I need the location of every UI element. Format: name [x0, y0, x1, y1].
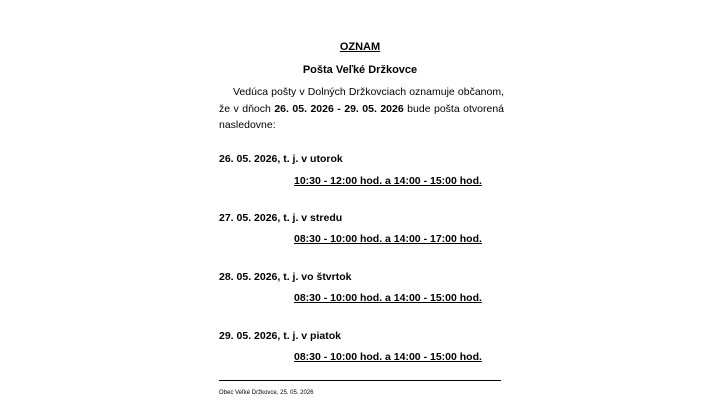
intro-line-2-prefix: že v dňoch	[219, 102, 271, 115]
schedule-hours-3: 08:30 - 10:00 hod. a 14:00 - 15:00 hod.	[294, 292, 482, 304]
schedule-day-2: 27. 05. 2026, t. j. v stredu	[219, 212, 343, 224]
intro-paragraph	[219, 84, 504, 134]
notice-heading: OZNAM	[339, 41, 381, 53]
footer-note: Obec Veľké Držkovce, 25. 05. 2026	[219, 390, 314, 396]
intro-line-2-suffix: bude pošta otvorená	[407, 102, 504, 115]
footer-divider	[219, 380, 501, 381]
schedule-hours-4: 08:30 - 10:00 hod. a 14:00 - 15:00 hod.	[294, 351, 482, 363]
intro-line-2	[219, 101, 504, 118]
schedule-day-4: 29. 05. 2026, t. j. v piatok	[219, 330, 341, 342]
schedule-day-1: 26. 05. 2026, t. j. v utorok	[219, 153, 343, 165]
schedule-day-3: 28. 05. 2026, t. j. vo štvrtok	[219, 271, 352, 283]
intro-line-1	[219, 84, 504, 101]
intro-dates: 26. 05. 2026 - 29. 05. 2026	[274, 102, 404, 115]
intro-line-1-text: Vedúca pošty v Dolných Držkovciach oznamuje občanom,	[233, 86, 504, 98]
schedule-hours-2: 08:30 - 10:00 hod. a 14:00 - 17:00 hod.	[294, 233, 482, 245]
intro-line-3: nasledovne:	[219, 119, 276, 131]
notice-subheading: Pošta Veľké Držkovce	[302, 64, 418, 76]
schedule-hours-1: 10:30 - 12:00 hod. a 14:00 - 15:00 hod.	[294, 175, 482, 187]
